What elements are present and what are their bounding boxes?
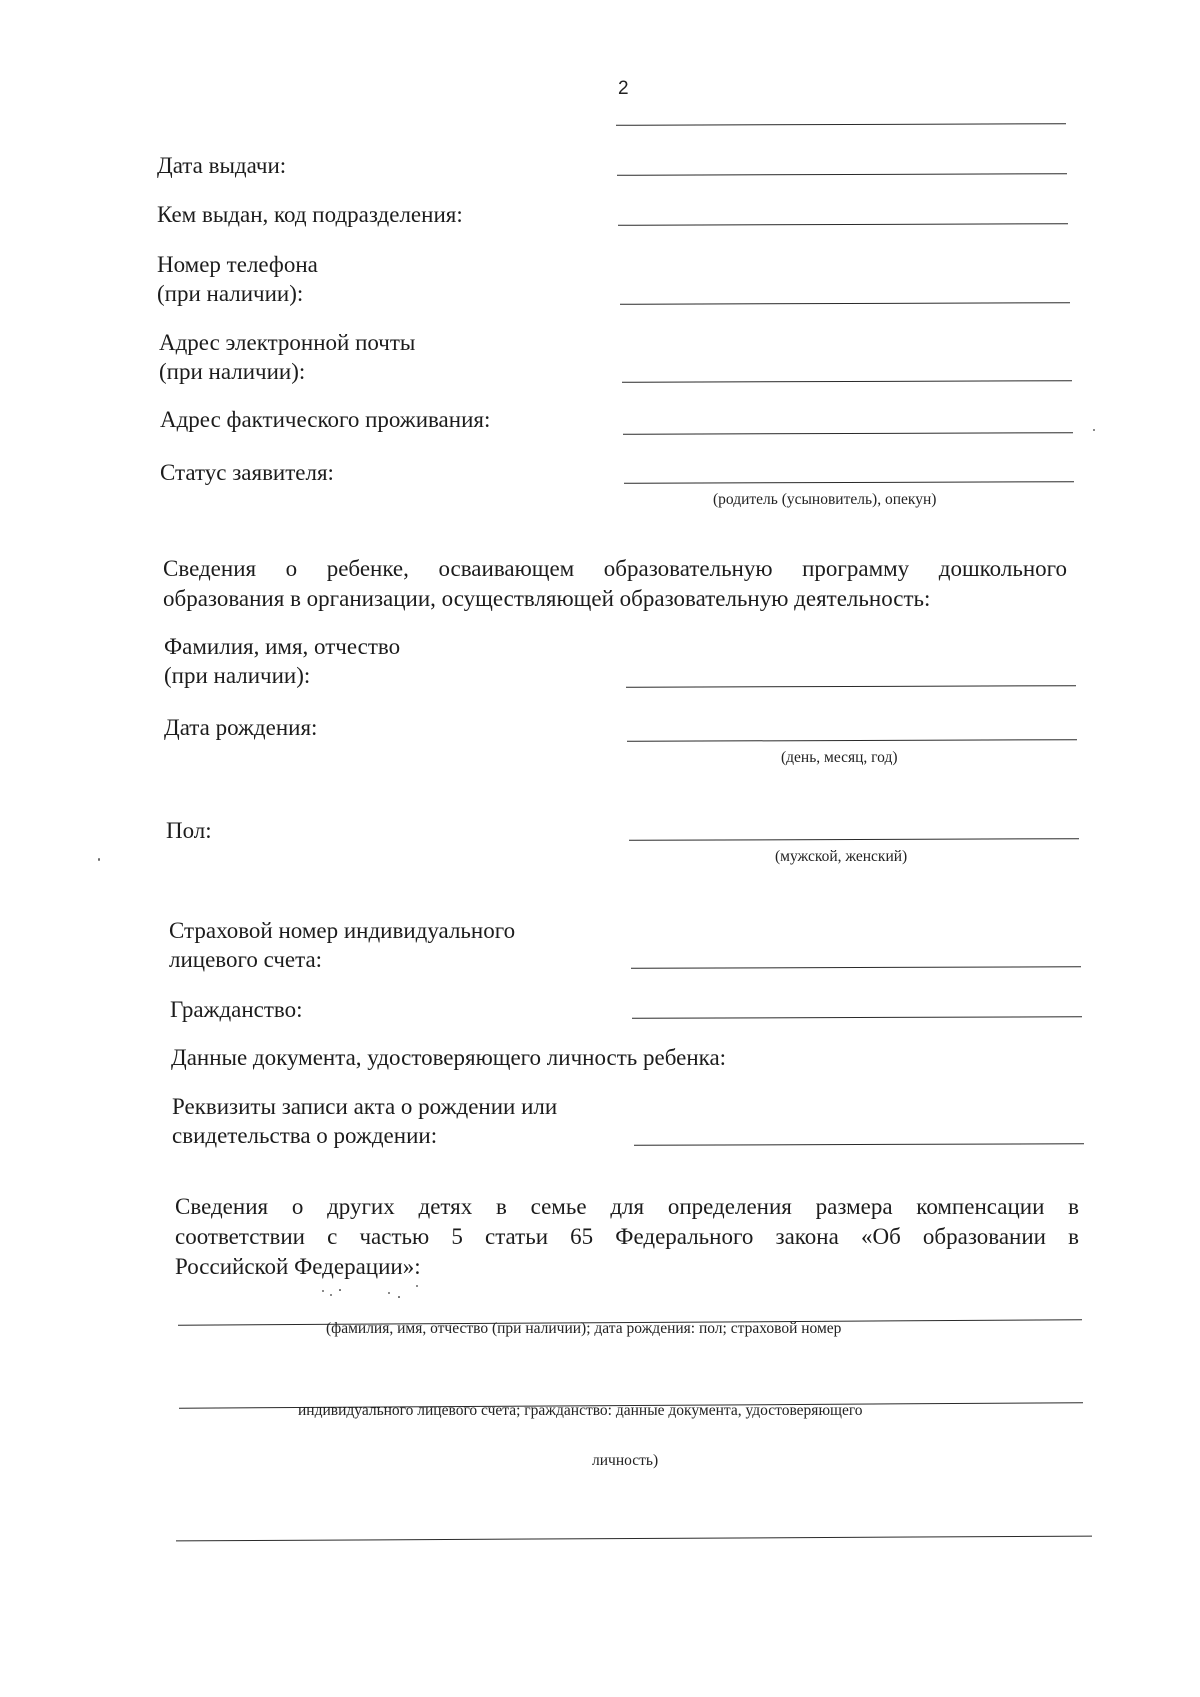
email-label-line2: (при наличии): [159,359,306,384]
child-name-field[interactable] [626,685,1076,688]
birth-date-field[interactable] [627,739,1077,742]
scan-speck [330,1294,332,1296]
other-children-hint-line3: личность) [592,1452,659,1469]
phone-label-line2: (при наличии): [157,281,304,306]
address-field[interactable] [623,432,1073,435]
other-children-line1: Сведения о других детях в семье для определения размера компенсации в [175,1194,1079,1219]
page-number: 2 [618,78,629,99]
birth-record-label-line2: свидетельства о рождении: [172,1123,438,1148]
child-heading-line2: образования в организации, осуществляющей образовательную деятельность: [163,586,931,611]
snils-label-line1: Страховой номер индивидуального [169,918,516,943]
child-document-label: Данные документа, удостоверяющего личность ребенка: [171,1045,727,1070]
sex-field[interactable] [629,838,1079,841]
other-children-heading [175,1192,1079,1282]
child-name-label-line2: (при наличии): [164,663,311,688]
other-children-line3: Российской Федерации»: [175,1254,421,1279]
child-section-heading [163,554,1067,614]
snils-field[interactable] [631,966,1081,969]
other-children-line2: соответствии с частью 5 статьи 65 Федерального закона «Об образовании в [175,1224,1079,1249]
snils-label-line2: лицевого счета: [169,947,323,972]
citizenship-field[interactable] [632,1016,1082,1019]
scan-speck [398,1296,400,1298]
scan-speck [339,1289,341,1291]
status-field[interactable] [624,481,1074,484]
address-label: Адрес фактического проживания: [160,407,491,432]
birth-record-field[interactable] [634,1143,1084,1146]
scan-speck [98,858,100,861]
phone-label-line1: Номер телефона [157,252,318,277]
birth-date-label: Дата рождения: [164,715,318,740]
other-children-field-3[interactable] [176,1536,1092,1542]
sex-hint: (мужской, женский) [775,848,908,865]
email-label-line1: Адрес электронной почты [159,330,416,355]
child-heading-line1: Сведения о ребенке, осваивающем образовательную программу дошкольного [163,556,1067,581]
other-children-hint-line2: индивидуального лицевого счета; гражданство: данные документа, удостоверяющего [298,1402,863,1419]
citizenship-label: Гражданство: [170,997,303,1022]
status-hint: (родитель (усыновитель), опекун) [713,491,937,508]
other-children-hint-line1: (фамилия, имя, отчество (при наличии); дата рождения: пол; страховой номер [326,1320,842,1337]
child-name-label-line1: Фамилия, имя, отчество [164,634,401,659]
sex-label: Пол: [166,818,212,843]
issued-by-label: Кем выдан, код подразделения: [157,202,463,227]
status-label: Статус заявителя: [160,460,334,485]
issue-date-label: Дата выдачи: [157,153,287,178]
scan-speck [322,1290,324,1292]
issued-by-field[interactable] [618,223,1068,226]
email-field[interactable] [622,380,1072,383]
field-line-passport[interactable] [616,123,1066,126]
scan-speck [1093,429,1095,431]
issue-date-field[interactable] [617,173,1067,176]
scan-speck [388,1292,390,1294]
phone-field[interactable] [620,302,1070,305]
scan-speck [416,1285,418,1287]
birth-date-hint: (день, месяц, год) [781,749,898,766]
birth-record-label-line1: Реквизиты записи акта о рождении или [172,1094,558,1119]
